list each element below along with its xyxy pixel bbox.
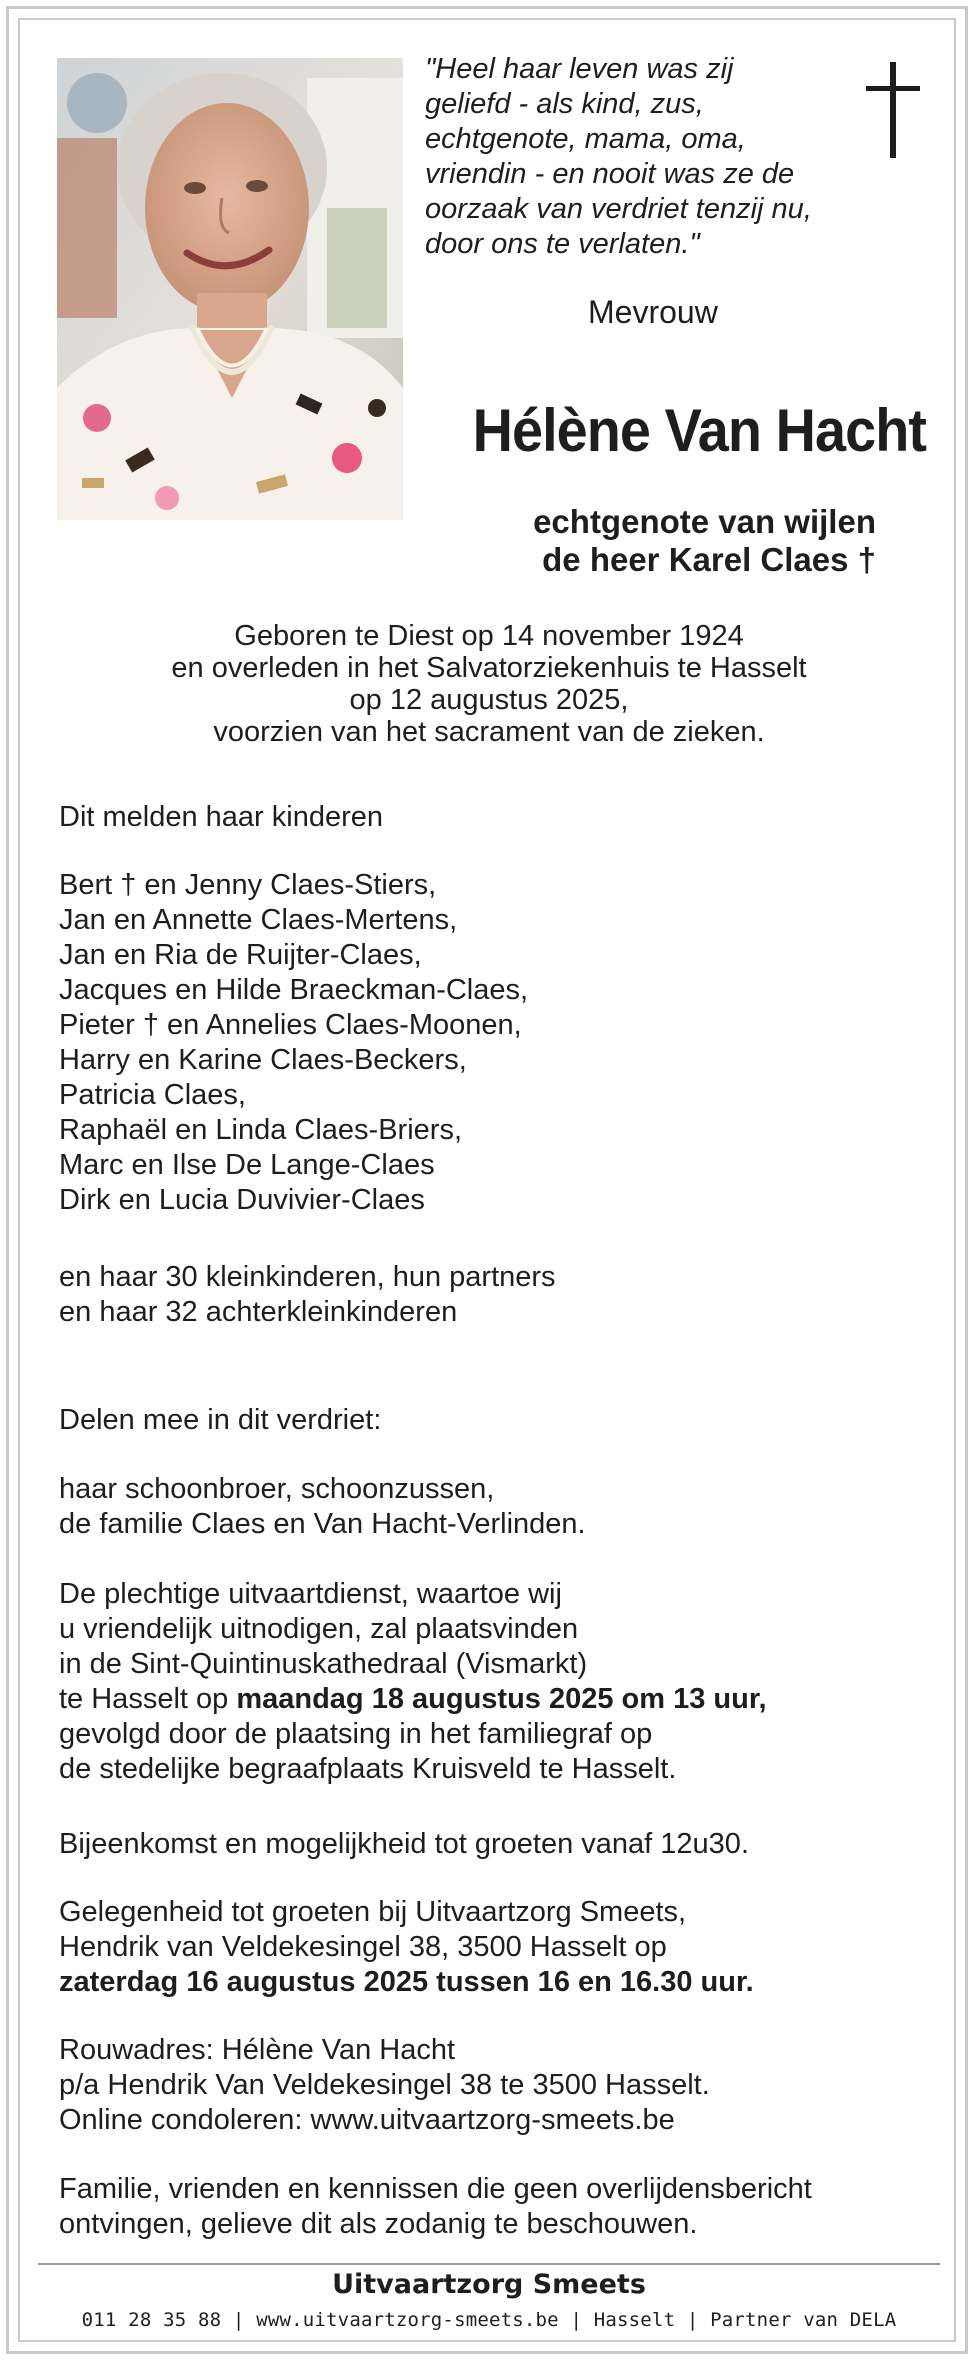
grief-intro (59, 1403, 939, 1438)
birth-line: voorzien van het sacrament van de zieken. (213, 716, 765, 748)
visitation-line: Gelegenheid tot groeten bij Uitvaartzorg Smeets, (59, 1896, 687, 1928)
list-item: Jan en Annette Claes-Mertens, (59, 904, 458, 936)
funeral-service-info (59, 1577, 939, 1787)
list-item: Patricia Claes, (59, 1079, 246, 1111)
list-item: Harry en Karine Claes-Beckers, (59, 1044, 467, 1076)
service-date-prefix: te Hasselt op (59, 1683, 237, 1715)
funeral-home-contact: 011 28 35 88 | www.uitvaartzorg-smeets.be | Hasselt | Partner van DELA (81, 2309, 897, 2331)
service-line (59, 1682, 939, 1717)
closing-line: Familie, vrienden en kennissen die geen overlijdensbericht (59, 2173, 812, 2205)
quote-line: oorzaak van verdriet tenzij nu, (425, 193, 812, 225)
list-item: Dirk en Lucia Duvivier-Claes (59, 1184, 425, 1216)
list-item: Marc en Ilse De Lange-Claes (59, 1149, 435, 1181)
footer-divider (38, 2263, 940, 2265)
birth-death-info (40, 620, 938, 748)
service-line: De plechtige uitvaartdienst, waartoe wij (59, 1578, 562, 1610)
list-item: Raphaël en Linda Claes-Briers, (59, 1114, 462, 1146)
list-item: Jacques en Hilde Braeckman-Claes, (59, 974, 529, 1006)
list-item: Pieter † en Annelies Claes-Moonen, (59, 1009, 522, 1041)
service-line: gevolgd door de plaatsing in het familiegraf op (59, 1718, 653, 1750)
closing-note (59, 2172, 939, 2242)
spouse-line: echtgenote van wijlen (533, 503, 876, 540)
visitation-info (59, 1895, 939, 2000)
grandchildren-line: en haar 30 kleinkinderen, hun partners (59, 1261, 556, 1293)
quote-line: geliefd - als kind, zus, (425, 88, 704, 120)
quote-line: echtgenote, mama, oma, (425, 123, 746, 155)
quote-line: door ons te verlaten." (425, 228, 700, 260)
birth-line: Geboren te Diest op 14 november 1924 (234, 620, 744, 652)
service-line: u vriendelijk uitnodigen, zal plaatsvinden (59, 1613, 579, 1645)
gathering-line: Bijeenkomst en mogelijkheid tot groeten vanaf 12u30. (59, 1828, 749, 1860)
address-line: p/a Hendrik Van Veldekesingel 38 te 3500 Hasselt. (59, 2069, 710, 2101)
quote-line: vriendin - en nooit was ze de (425, 158, 795, 190)
birth-line: en overleden in het Salvatorziekenhuis te Hasselt (171, 652, 807, 684)
quote-line: "Heel haar leven was zij (425, 53, 734, 85)
children-intro (59, 800, 939, 835)
grief-family (59, 1472, 939, 1542)
spouse-line: de heer Karel Claes † (542, 541, 876, 578)
grandchildren-info (59, 1260, 939, 1330)
portrait-photo (57, 58, 403, 520)
salutation: Mevrouw (588, 294, 718, 330)
visitation-date: zaterdag 16 augustus 2025 tussen 16 en 16.30 uur. (59, 1966, 754, 1998)
opening-quote (425, 52, 845, 262)
grief-line: de familie Claes en Van Hacht-Verlinden. (59, 1508, 586, 1540)
spouse-info (436, 503, 876, 579)
service-line: in de Sint-Quintinuskathedraal (Vismarkt) (59, 1648, 588, 1680)
address-line: Rouwadres: Hélène Van Hacht (59, 2034, 456, 2066)
portrait-illustration (57, 58, 403, 520)
service-line: de stedelijke begraafplaats Kruisveld te Hasselt. (59, 1753, 677, 1785)
grief-line: haar schoonbroer, schoonzussen, (59, 1473, 495, 1505)
birth-line: op 12 augustus 2025, (349, 684, 629, 716)
grief-intro-text: Delen mee in dit verdriet: (59, 1404, 382, 1436)
list-item: Bert † en Jenny Claes-Stiers, (59, 869, 437, 901)
funeral-home-name: Uitvaartzorg Smeets (332, 2269, 646, 2300)
children-list (59, 868, 939, 1218)
closing-line: ontvingen, gelieve dit als zodanig te beschouwen. (59, 2208, 698, 2240)
cross-icon (864, 60, 924, 160)
visitation-line: Hendrik van Veldekesingel 38, 3500 Hasselt op (59, 1931, 667, 1963)
gathering-info (59, 1827, 939, 1862)
children-intro-text: Dit melden haar kinderen (59, 801, 384, 833)
grandchildren-line: en haar 32 achterkleinkinderen (59, 1296, 458, 1328)
address-line: Online condoleren: www.uitvaartzorg-smeets.be (59, 2104, 675, 2136)
mourning-address (59, 2033, 939, 2138)
service-date: maandag 18 augustus 2025 om 13 uur, (236, 1683, 767, 1715)
deceased-name: Hélène Van Hacht (472, 397, 926, 464)
list-item: Jan en Ria de Ruijter-Claes, (59, 939, 422, 971)
